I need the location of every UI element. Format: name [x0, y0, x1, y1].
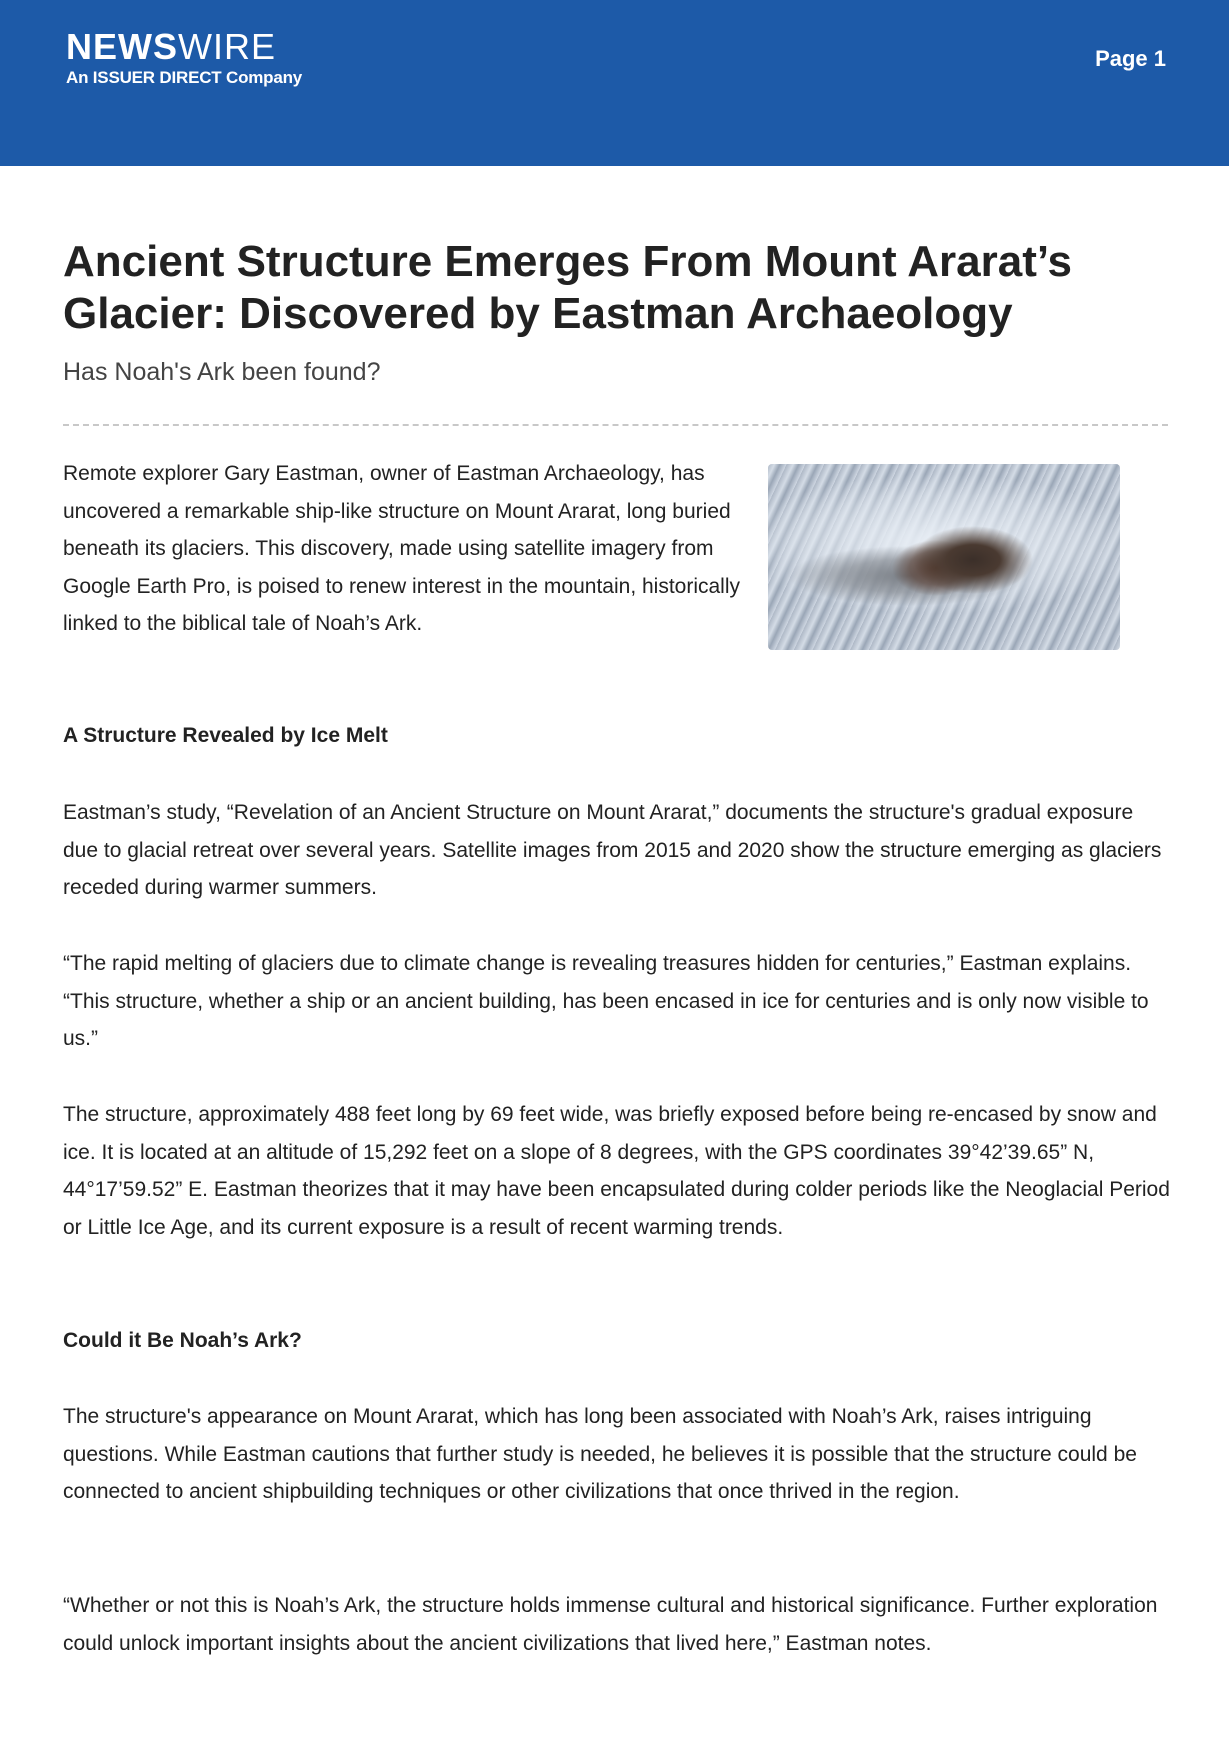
satellite-structure-image — [768, 464, 1120, 650]
article-subtitle: Has Noah's Ark been found? — [63, 358, 381, 386]
title-divider — [63, 424, 1168, 426]
page-header — [0, 0, 1229, 166]
body-paragraph-dimensions: The structure, approximately 488 feet long by 69 feet wide, was briefly exposed before being re-encased by snow and ice. It is located at an altitude of 15,292 feet on a slope of 8 degrees, with the GPS coordinates 39°42’39.65” N, 44°17’59.52” E. Eastman theorizes that it may have been encapsulated during colder periods like the Neoglacial Period or Little Ice Age, and its current exposure is a result of recent warming trends. — [63, 1103, 1170, 1239]
lead-paragraph: Remote explorer Gary Eastman, owner of Eastman Archaeology, has uncovered a remarkable ship-like structure on Mount Ararat, long buried beneath its glaciers. This discovery, made using satellite imagery from Google Earth Pro, is poised to renew interest in the mountain, historically linked to the biblical tale of Noah’s Ark. — [63, 462, 741, 635]
body-paragraph-appearance: The structure's appearance on Mount Ararat, which has long been associated with Noah’s Ark, raises intriguing questions. While Eastman cautions that further study is needed, he believes it is possible that the structure could be connected to ancient shipbuilding techniques or other civilizations that once thrived in the region. — [63, 1405, 1137, 1503]
logo-tagline: An ISSUER DIRECT Company — [66, 68, 303, 87]
newswire-logo[interactable] — [66, 28, 302, 88]
body-paragraph-study: Eastman’s study, “Revelation of an Ancient Structure on Mount Ararat,” documents the structure's gradual exposure due to glacial retreat over several years. Satellite images from 2015 and 2020 show the structure emerging as glaciers receded during warmer summers. — [63, 801, 1162, 899]
section-heading-ice-melt: A Structure Revealed by Ice Melt — [63, 724, 388, 747]
page-number-label: Page 1 — [1095, 46, 1166, 71]
logo-wordmark-bold: NEWS — [66, 26, 178, 67]
article-title: Ancient Structure Emerges From Mount Ararat’s Glacier: Discovered by Eastman Archaeology — [63, 237, 1072, 338]
body-paragraph-quote: “The rapid melting of glaciers due to climate change is revealing treasures hidden for centuries,” Eastman explains. “This structure, whether a ship or an ancient building, has been encased in ice for centuries and is only now visible to us.” — [63, 952, 1149, 1050]
logo-wordmark — [66, 28, 302, 66]
section-heading-noahs-ark: Could it Be Noah’s Ark? — [63, 1329, 302, 1352]
body-paragraph-significance: “Whether or not this is Noah’s Ark, the structure holds immense cultural and historical significance. Further exploration could unlock important insights about the ancient civilizations that lived here,” Eastman notes. — [63, 1594, 1158, 1655]
logo-wordmark-light: WIRE — [178, 26, 276, 67]
